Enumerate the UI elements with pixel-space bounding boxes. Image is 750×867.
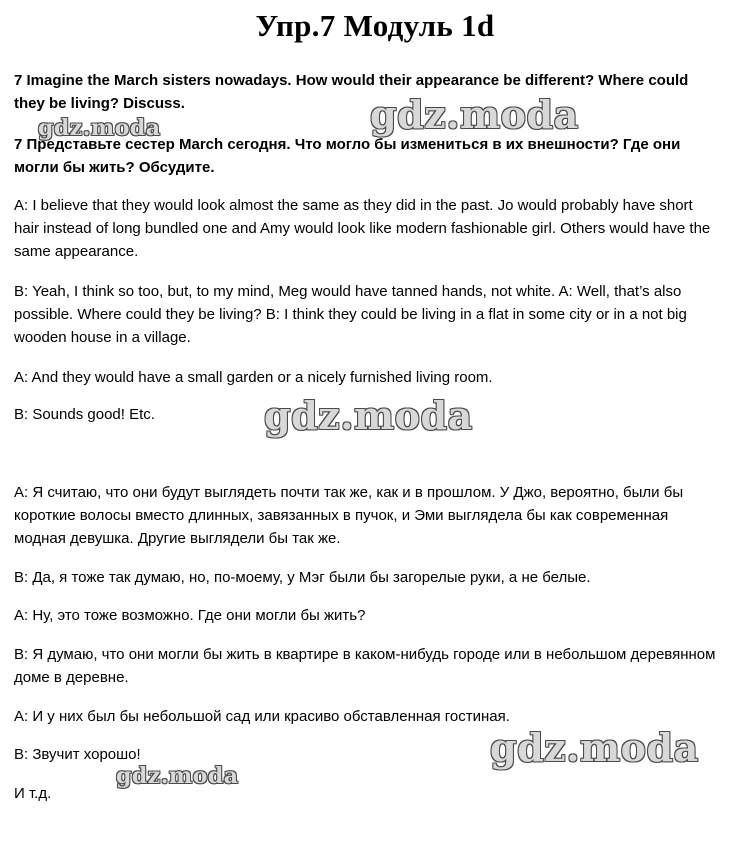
russian-paragraph: А: И у них был бы небольшой сад или красиво обставленная гостиная.: [14, 708, 510, 725]
english-paragraph: B: Sounds good! Etc.: [14, 406, 155, 423]
russian-paragraph: В: Да, я тоже так думаю, но, по-моему, у Мэг были бы загорелые руки, а не белые.: [14, 569, 591, 586]
watermark-logo: gdz.moda: [490, 725, 699, 770]
task-russian: 7 Представьте сестер March сегодня. Что могло бы измениться в их внешности? Где они могли бы жить? Обсудите.: [14, 136, 681, 176]
watermark-logo: gdz.moda: [264, 393, 473, 438]
russian-paragraph: В: Я думаю, что они могли бы жить в квартире в каком-нибудь городе или в небольшом деревянном доме в деревне.: [14, 646, 716, 686]
watermark-logo: gdz.moda: [38, 115, 161, 141]
watermark-logo: gdz.moda: [116, 763, 239, 789]
russian-paragraph: А: Ну, это тоже возможно. Где они могли бы жить?: [14, 607, 366, 624]
english-paragraph: A: And they would have a small garden or a nicely furnished living room.: [14, 369, 493, 386]
watermark-logo: gdz.moda: [370, 92, 579, 137]
page-title: Упр.7 Модуль 1d: [255, 8, 495, 43]
russian-paragraph: А: Я считаю, что они будут выглядеть почти так же, как и в прошлом. У Джо, вероятно, были бы короткие волосы вместо длинных, завязанных в пучок, и Эми выглядела бы как современная модная девушка. Другие выглядели бы так же.: [14, 484, 684, 547]
english-paragraph: B: Yeah, I think so too, but, to my mind, Meg would have tanned hands, not white. A: Well, that’s also possible. Where could they be living? B: I think they could be living in a flat in some city or in a not big wooden house in a village.: [14, 283, 687, 346]
task-english: 7 Imagine the March sisters nowadays. How would their appearance be different? Where could they be living? Discuss.: [14, 72, 689, 112]
russian-paragraph: В: Звучит хорошо!: [14, 746, 141, 763]
english-paragraph: A: I believe that they would look almost the same as they did in the past. Jo would probably have short hair instead of long bundled one and Amy would look like modern fashionable girl. Others would have the same appearance.: [14, 197, 711, 260]
russian-paragraph: И т.д.: [14, 785, 52, 802]
